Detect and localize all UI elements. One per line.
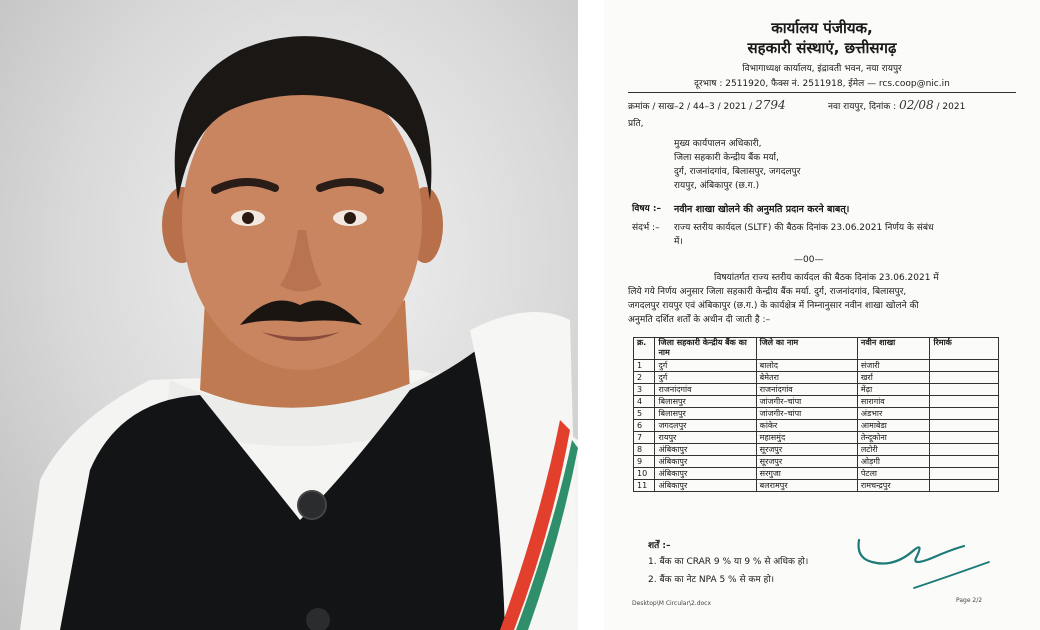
- table-cell: बिलासपुर: [655, 408, 756, 420]
- addressee-line: दुर्ग, राजनांदगांव, बिलासपुर, जगदलपुर: [674, 167, 801, 177]
- col-header: क्र.: [634, 338, 655, 360]
- reference-number: क्रमांक / साख–2 / 44–3 / 2021 / 2794: [628, 98, 786, 112]
- table-cell: अंबिकापुर: [655, 456, 756, 468]
- office-contact: दूरभाष : 2511920, फैक्स नं. 2511918, ईमेल — rcs.coop@nic.in: [694, 79, 950, 89]
- addressee-line: मुख्य कार्यपालन अधिकारी,: [674, 139, 762, 149]
- table-cell: जांजगीर–चांपा: [756, 408, 857, 420]
- table-cell: 11: [634, 480, 655, 492]
- col-header: नवीन शाखा: [857, 338, 930, 360]
- table-row: [634, 372, 999, 384]
- table-cell: [930, 408, 999, 420]
- table-row: [634, 444, 999, 456]
- table-cell: [930, 384, 999, 396]
- table-row: [634, 468, 999, 480]
- signature: [854, 528, 1014, 600]
- table-cell: ओड़गी: [857, 456, 930, 468]
- body-line: अनुमति दर्शित शर्तों के अधीन दी जाती है :–: [628, 315, 771, 325]
- table-cell: 2: [634, 372, 655, 384]
- table-cell: बलरामपुर: [756, 480, 857, 492]
- table-cell: रायपुर: [655, 432, 756, 444]
- subject-text: नवीन शाखा खोलने की अनुमति प्रदान करने बाबत्।: [674, 204, 850, 215]
- condition-item: 1. बैंक का CRAR 9 % या 9 % से अधिक हो।: [648, 557, 809, 567]
- table-cell: 3: [634, 384, 655, 396]
- table-cell: अंबिकापुर: [655, 480, 756, 492]
- table-cell: [930, 420, 999, 432]
- table-cell: [930, 468, 999, 480]
- table-cell: 6: [634, 420, 655, 432]
- col-header: जिला सहकारी केन्द्रीय बैंक का नाम: [655, 338, 756, 360]
- table-cell: महासमुंद: [756, 432, 857, 444]
- footer-path: Desktop\M Circular\2.docx: [632, 600, 712, 607]
- table-cell: जगदलपुर: [655, 420, 756, 432]
- table-cell: अंबिकापुर: [655, 444, 756, 456]
- reference-label: संदर्भ :–: [632, 223, 660, 233]
- table-cell: 9: [634, 456, 655, 468]
- table-row: [634, 420, 999, 432]
- office-title: कार्यालय पंजीयक,: [771, 19, 873, 37]
- body-line: लिये गये निर्णय अनुसार जिला सहकारी केन्द्रीय बैंक मर्या. दुर्ग, राजनांदगांव, बिलासपुर,: [628, 287, 907, 297]
- addressee-line: रायपुर, अंबिकापुर (छ.ग.): [674, 181, 760, 191]
- table-cell: [930, 456, 999, 468]
- table-row: [634, 384, 999, 396]
- col-header: रिमार्क: [930, 338, 999, 360]
- office-address: विभागाध्यक्ष कार्यालय, इंद्रावती भवन, नया रायपुर: [742, 64, 902, 74]
- col-header: जिले का नाम: [756, 338, 857, 360]
- conditions-label: शर्तें :–: [648, 541, 671, 551]
- condition-item: 2. बैंक का नेट NPA 5 % से कम हो।: [648, 575, 775, 585]
- table-cell: [930, 480, 999, 492]
- table-row: [634, 456, 999, 468]
- table-cell: लटोरी: [857, 444, 930, 456]
- to-label: प्रति,: [628, 119, 644, 129]
- table-row: [634, 432, 999, 444]
- table-cell: दुर्ग: [655, 372, 756, 384]
- reference-text: में।: [674, 237, 683, 247]
- table-cell: सूरजपुर: [756, 456, 857, 468]
- table-cell: दुर्ग: [655, 360, 756, 372]
- separator: —00—: [794, 255, 824, 265]
- table-cell: 8: [634, 444, 655, 456]
- table-cell: सूरजपुर: [756, 444, 857, 456]
- table-cell: कांकेर: [756, 420, 857, 432]
- reference-text: राज्य स्तरीय कार्यदल (SLTF) की बैठक दिनांक 23.06.2021 निर्णय के संबंध: [674, 223, 934, 233]
- body-line: जगदलपुर रायपुर एवं अंबिकापुर (छ.ग.) के कार्यक्षेत्र में निम्नानुसार नवीन शाखा खोलने की: [628, 301, 919, 311]
- table-cell: [930, 396, 999, 408]
- table-cell: 10: [634, 468, 655, 480]
- table-cell: [930, 444, 999, 456]
- table-cell: तेन्दूकोना: [857, 432, 930, 444]
- table-cell: 7: [634, 432, 655, 444]
- footer-page: Page 2/2: [956, 597, 983, 604]
- table-row: [634, 408, 999, 420]
- table-cell: अंबिकापुर: [655, 468, 756, 480]
- table-cell: सरगुजा: [756, 468, 857, 480]
- table-cell: सारागांव: [857, 396, 930, 408]
- table-header-row: [634, 338, 999, 360]
- header-divider: [628, 92, 1016, 93]
- table-cell: [930, 372, 999, 384]
- addressee-line: जिला सहकारी केन्द्रीय बैंक मर्या,: [674, 153, 779, 163]
- table-cell: राजनांदगांव: [655, 384, 756, 396]
- letter-date: नवा रायपुर, दिनांक : 02/08 / 2021: [828, 98, 966, 112]
- table-cell: जांजगीर–चांपा: [756, 396, 857, 408]
- table-row: [634, 480, 999, 492]
- branch-table: [633, 337, 999, 492]
- table-cell: बिलासपुर: [655, 396, 756, 408]
- table-row: [634, 360, 999, 372]
- body-line: विषयांतर्गत राज्य स्तरीय कार्यदल की बैठक दिनांक 23.06.2021 में: [714, 273, 939, 283]
- table-cell: अंडभार: [857, 408, 930, 420]
- table-cell: रामचन्द्रपुर: [857, 480, 930, 492]
- department-title: सहकारी संस्थाएं, छत्तीसगढ़: [747, 39, 897, 57]
- table-cell: 5: [634, 408, 655, 420]
- official-letter: [604, 0, 1040, 630]
- table-cell: 4: [634, 396, 655, 408]
- subject-label: विषय :–: [632, 204, 661, 214]
- table-cell: बालोद: [756, 360, 857, 372]
- table-cell: [930, 432, 999, 444]
- table-cell: बेमेतरा: [756, 372, 857, 384]
- table-cell: मेंढ़ा: [857, 384, 930, 396]
- table-cell: पेटला: [857, 468, 930, 480]
- table-cell: 1: [634, 360, 655, 372]
- table-cell: आमाबेडा: [857, 420, 930, 432]
- table-cell: संजारी: [857, 360, 930, 372]
- table-cell: [930, 360, 999, 372]
- table-row: [634, 396, 999, 408]
- table-cell: खर्रा: [857, 372, 930, 384]
- table-cell: राजनांदगांव: [756, 384, 857, 396]
